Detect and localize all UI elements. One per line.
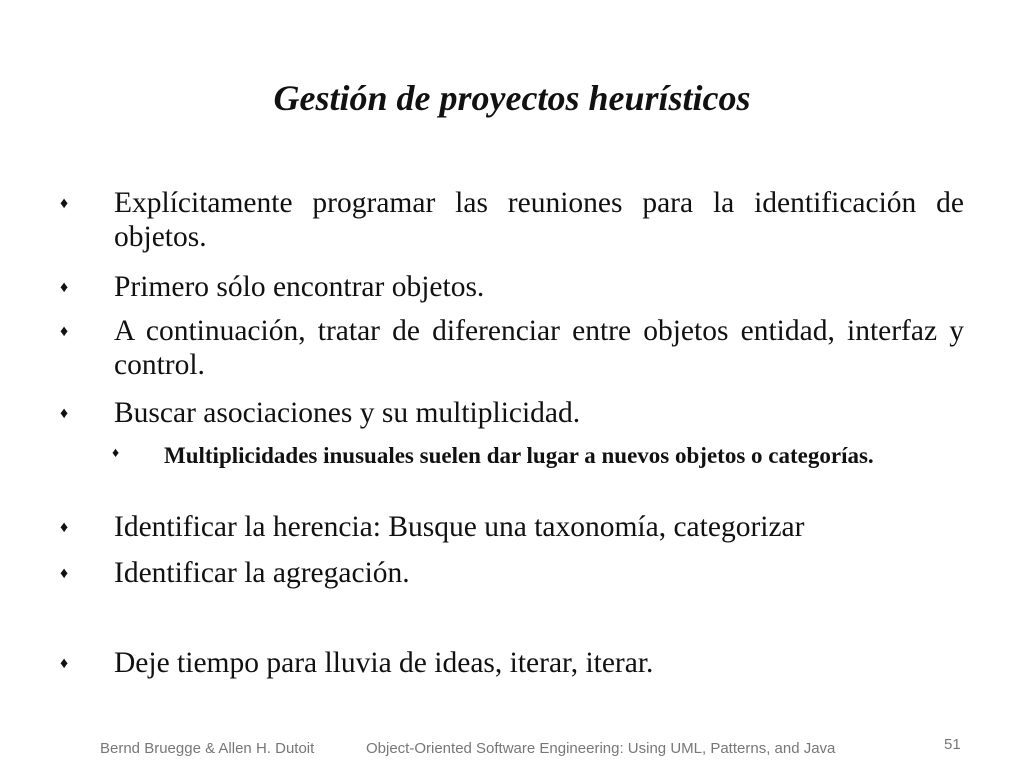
diamond-bullet-icon: ♦ <box>60 565 69 582</box>
footer-authors: Bernd Bruegge & Allen H. Dutoit <box>100 740 315 757</box>
bullet-text: A continuación, tratar de diferenciar entre objetos entidad, interfaz y control. <box>114 315 964 381</box>
bullet-text: Buscar asociaciones y su multiplicidad. <box>114 397 581 429</box>
diamond-bullet-icon: ♦ <box>60 655 69 672</box>
bullet-text: Deje tiempo para lluvia de ideas, iterar, iterar. <box>114 647 654 679</box>
page-number: 51 <box>944 736 961 753</box>
sub-bullet-text: Multiplicidades inusuales suelen dar lugar a nuevos objetos o categorías. <box>164 443 874 468</box>
bullet-text: Identificar la herencia: Busque una taxonomía, categorizar <box>114 511 805 543</box>
bullet-text: Primero sólo encontrar objetos. <box>114 271 485 303</box>
diamond-bullet-icon: ♦ <box>60 405 69 422</box>
slide-title: Gestión de proyectos heurísticos <box>273 78 751 118</box>
diamond-bullet-icon: ♦ <box>112 446 120 461</box>
diamond-bullet-icon: ♦ <box>60 519 69 536</box>
slide-footer <box>0 736 1024 760</box>
diamond-bullet-icon: ♦ <box>60 323 69 340</box>
bullet-text: Identificar la agregación. <box>114 557 410 589</box>
diamond-bullet-icon: ♦ <box>60 195 69 212</box>
bullet-text: Explícitamente programar las reuniones para la identificación de objetos. <box>114 187 964 253</box>
footer-book-title: Object-Oriented Software Engineering: Using UML, Patterns, and Java <box>366 740 836 757</box>
diamond-bullet-icon: ♦ <box>60 279 69 296</box>
